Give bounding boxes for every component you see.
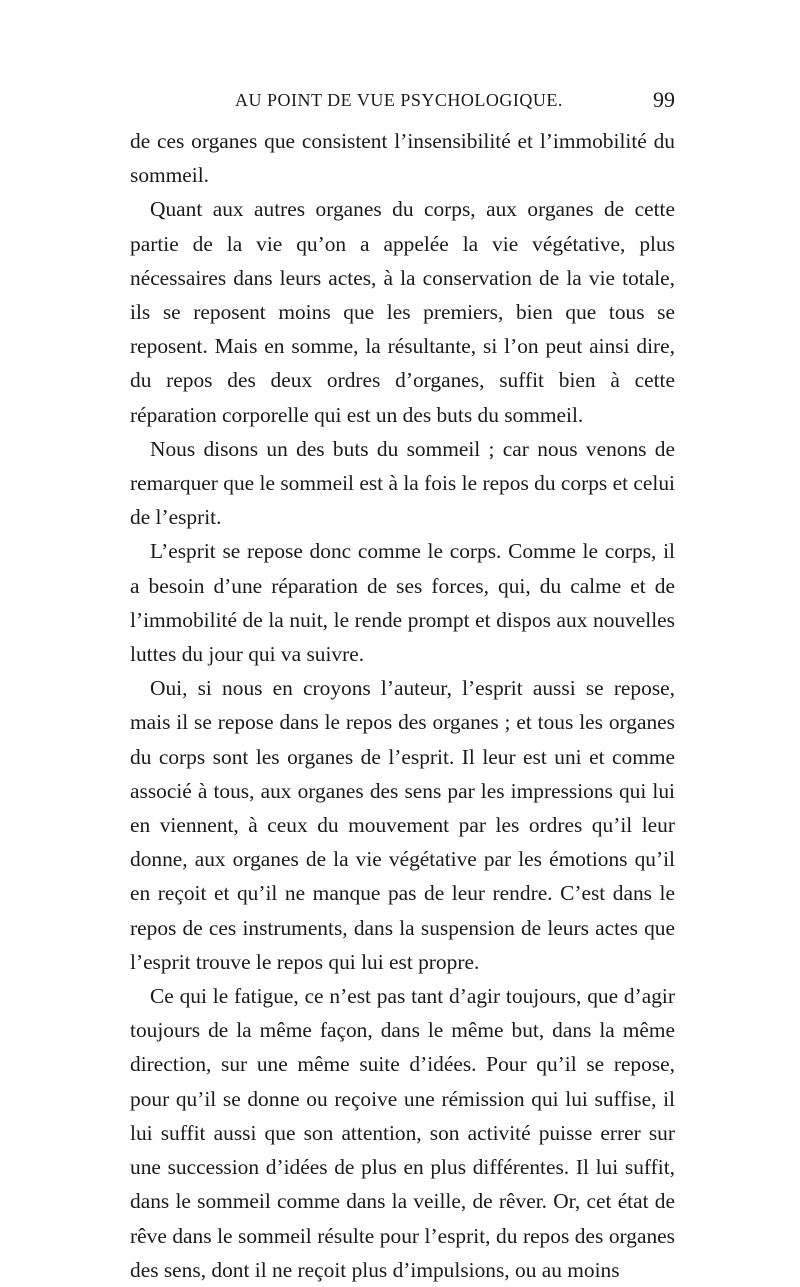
- paragraph: Quant aux autres organes du corps, aux organes de cette partie de la vie qu’on a appelée la vie végétative, plus nécessaires dans leurs actes, à la conservation de la vie totale, ils se reposent moins que les premiers, bien que tous se reposent. Mais en somme, la résultante, si l’on peut ainsi dire, du repos des deux ordres d’organes, suffit bien à cette réparation corporelle qui est un des buts du sommeil.: [130, 197, 675, 427]
- page-number: 99: [653, 87, 675, 112]
- running-title: AU POINT DE VUE PSYCHOLOGIQUE.: [235, 90, 563, 110]
- paragraph-continuation: de ces organes que consistent l’insensibilité et l’immobilité du sommeil.: [130, 129, 675, 188]
- paragraph: Nous disons un des buts du sommeil ; car nous venons de remarquer que le sommeil est à la fois le repos du corps et celui de l’esprit.: [130, 436, 675, 530]
- paragraph: L’esprit se repose donc comme le corps. Comme le corps, il a besoin d’une réparation de ses forces, qui, du calme et de l’immobilité de la nuit, le rende prompt et dispos aux nouvelles luttes du jour qui va suivre.: [130, 539, 675, 667]
- body-text: [130, 124, 675, 1287]
- paragraph: Oui, si nous en croyons l’auteur, l’esprit aussi se repose, mais il se repose dans le repos des organes ; et tous les organes du corps sont les organes de l’esprit. Il leur est uni et comme associé à tous, aux organes des sens par les impressions qui lui en viennent, à ceux du mouvement par les ordres qu’il leur donne, aux organes de la vie végétative par les émotions qu’il en reçoit et qu’il ne manque pas de leur rendre. C’est dans le repos de ces instruments, dans la suspension de leurs actes que l’esprit trouve le repos qui lui est propre.: [130, 676, 675, 974]
- paragraph: Ce qui le fatigue, ce n’est pas tant d’agir toujours, que d’agir toujours de la même façon, dans le même but, dans la même direction, sur une même suite d’idées. Pour qu’il se repose, pour qu’il se donne ou reçoive une rémission qui lui suffise, il lui suffit aussi que son attention, son activité puisse errer sur une succession d’idées de plus en plus différentes. Il lui suffit, dans le sommeil comme dans la veille, de rêver. Or, cet état de rêve dans le sommeil résulte pour l’esprit, du repos des organes des sens, dont il ne reçoit plus d’impulsions, ou au moins: [130, 984, 675, 1282]
- running-head: [130, 87, 675, 120]
